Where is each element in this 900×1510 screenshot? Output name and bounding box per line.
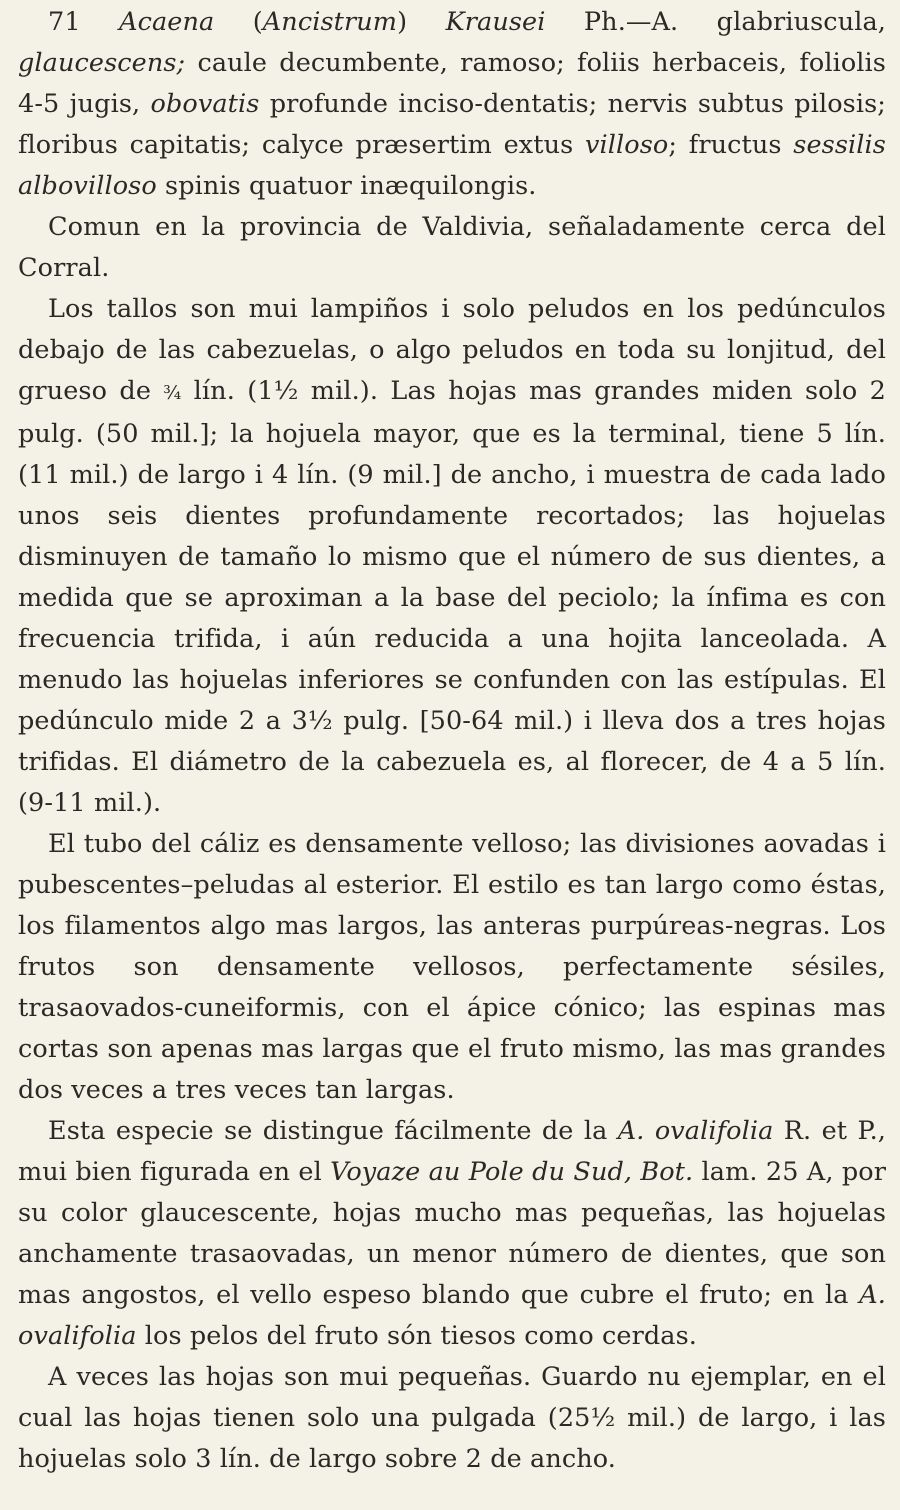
text-run: Ph.—A. glabriuscula, [545,7,886,37]
text-run: El tubo del cáliz es densamente velloso; las divisiones aovadas i pubescentes–peludas al esterior. El estilo es tan largo como éstas, los filamentos algo mas largos, las anteras purpúreas-negras. Los frutos son densamente vellosos, perfectamente sésiles, trasaovados-cuneiformis, con el ápice cónico; las espinas mas cortas son apenas mas largas que el fruto mismo, las mas grandes dos veces a tres veces tan largas. [18,829,886,1105]
italic-text-run: glaucescens; [18,48,186,78]
text-run: spinis quatuor inæquilongis. [156,171,537,201]
text-run: Esta especie se distingue fácilmente de la [48,1116,618,1146]
italic-text-run: A. ovalifolia [18,1280,886,1351]
italic-text-run: Ancistrum [262,7,398,37]
text-run: A veces las hojas son mui pequeñas. Guardo nu ejemplar, en el cual las hojas tienen solo una pulgada (25½ mil.) de largo, i las hojuelas solo 3 lín. de largo sobre 2 de ancho. [18,1362,886,1474]
text-run: R. et P., mui bien figurada en el [18,1116,886,1187]
text-run: Los tallos son mui lampiños i solo peludos en los pedúnculos debajo de las cabezuelas, o algo peludos en toda su lonjitud, del grueso de [18,294,886,406]
text-run: Comun en la provincia de Valdivia, señaladamente cerca del Corral. [18,212,886,283]
text-run: caule decumbente, ramoso; foliis herbaceis, foliolis 4-5 jugis, [18,48,886,119]
paragraph-comparison [18,1111,886,1357]
paragraph-calyx-fruit [18,824,886,1111]
text-run: lín. (1½ mil.). Las hojas mas grandes miden solo 2 pulg. (50 mil.]; la hojuela mayor, que es la terminal, tiene 5 lín. (11 mil.) de largo i 4 lín. (9 mil.] de ancho, i muestra de cada lado unos seis dientes profundamente recortados; las hojuelas disminuyen de tamaño lo mismo que el número de sus dientes, a medida que se aproximan a la base del peciolo; la ínfima es con frecuencia trifida, i aún reducida a una hojita lanceolada. A menudo las hojuelas inferiores se confunden con las estípulas. El pedúnculo mide 2 a 3½ pulg. [50-64 mil.) i lleva dos a tres hojas trifidas. El diámetro de la cabezuela es, al florecer, de 4 a 5 lín. (9-11 mil.). [18,376,887,818]
text-run: profunde inciso-dentatis; nervis subtus pilosis; floribus capitatis; calyce præsertim extus [18,89,886,160]
text-run: los pelos del fruto són tiesos como cerdas. [136,1321,697,1351]
italic-text-run: sessilis albovilloso [18,130,886,201]
paragraph-stems-leaves [18,289,886,824]
text-run: ( [214,7,263,37]
text-run: ; fructus [668,130,794,160]
italic-text-run: Acaena [119,7,215,37]
italic-text-run: Krausei [445,7,546,37]
paragraph-specimen-note [18,1357,886,1480]
paragraph-habitat [18,207,886,289]
text-run: ¾ [163,383,182,404]
text-run: 71 [48,7,120,37]
text-run: ) [397,7,446,37]
italic-text-run: A. ovalifolia [617,1116,774,1146]
italic-text-run: Voyaze au Pole du Sud, Bot. [330,1157,694,1187]
text-run: lam. 25 A, por su color glaucescente, hojas mucho mas pequeñas, las hojuelas anchamente trasaovadas, un menor número de dientes, que son mas angostos, el vello espeso blando que cubre el fruto; en la [18,1157,886,1310]
italic-text-run: obovatis [150,89,260,119]
italic-text-run: villoso [585,130,669,160]
paragraph-species-diagnosis [18,2,886,207]
